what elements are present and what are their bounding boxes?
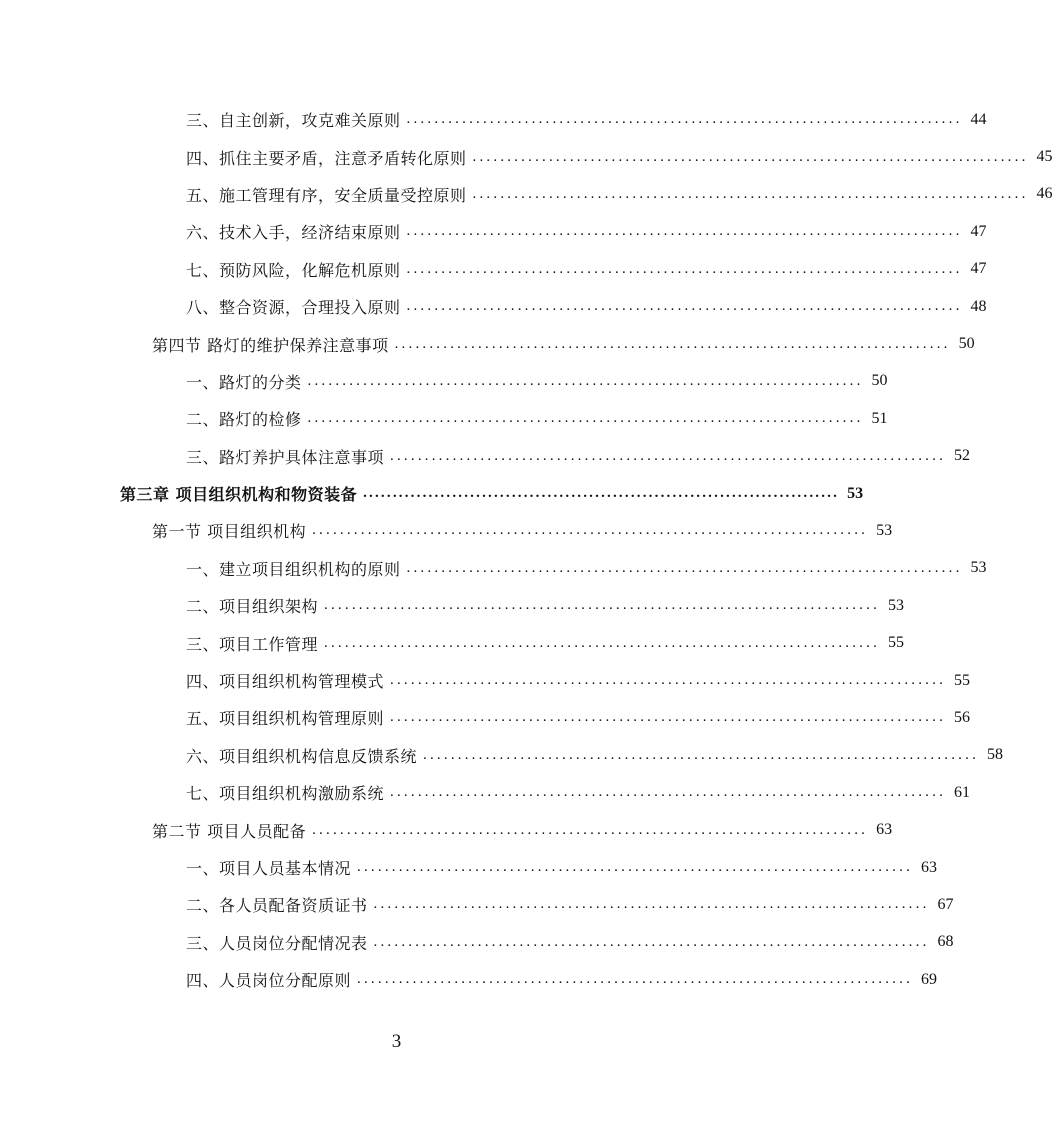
toc-entry-title: 七、预防风险，化解危机原则: [186, 260, 401, 280]
toc-entry-title: 一、建立项目组织机构的原则: [186, 559, 401, 579]
toc-dot-leader: ................................................................................: [423, 746, 980, 763]
toc-entry-title: 第四节 路灯的维护保养注意事项: [152, 335, 389, 355]
toc-entry[interactable]: [0, 363, 888, 400]
toc-entry-title: 七、项目组织机构激励系统: [186, 784, 385, 804]
page-number: 3: [391, 1031, 402, 1052]
toc-entry[interactable]: [0, 811, 893, 848]
toc-entry-title: 四、人员岗位分配原则: [186, 971, 352, 991]
toc-entry-title: 五、施工管理有序，安全质量受控原则: [186, 185, 467, 205]
toc-entry-page: 63: [876, 821, 893, 839]
toc-entry[interactable]: [0, 961, 938, 998]
toc-entry-page: 53: [876, 521, 893, 539]
toc-entry-title: 二、各人员配备资质证书: [186, 896, 368, 916]
toc-entry-page: 53: [970, 559, 987, 577]
toc-entry-page: 67: [937, 895, 954, 913]
toc-entry[interactable]: [0, 213, 987, 250]
toc-entry[interactable]: [0, 587, 905, 624]
toc-entry[interactable]: [0, 101, 987, 138]
toc-dot-leader: ................................................................................: [390, 709, 947, 726]
toc-entry-page: 50: [871, 372, 888, 390]
toc-entry[interactable]: [0, 138, 1053, 175]
toc-dot-leader: ................................................................................: [363, 485, 840, 502]
toc-entry-title: 四、抓住主要矛盾，注意矛盾转化原则: [186, 148, 467, 168]
toc-entry-page: 46: [1036, 185, 1053, 203]
toc-dot-leader: ................................................................................: [307, 410, 864, 427]
toc-dot-leader: ................................................................................: [406, 260, 963, 277]
toc-dot-leader: ................................................................................: [390, 447, 947, 464]
toc-entry-title: 三、自主创新，攻克难关原则: [186, 111, 401, 131]
toc-entry-page: 61: [954, 783, 971, 801]
toc-entry-page: 69: [921, 970, 938, 988]
toc-dot-leader: ................................................................................: [406, 111, 963, 128]
toc-dot-leader: ................................................................................: [357, 971, 914, 988]
toc-entry-page: 55: [888, 634, 905, 652]
toc-entry-page: 50: [958, 335, 975, 353]
toc-dot-leader: ................................................................................: [472, 148, 1029, 165]
toc-entry[interactable]: [0, 176, 1053, 213]
toc-entry[interactable]: [0, 737, 1004, 774]
toc-entry[interactable]: [0, 288, 987, 325]
toc-entry[interactable]: [0, 624, 905, 661]
toc-entry-title: 八、整合资源，合理投入原则: [186, 298, 401, 318]
toc-entry[interactable]: [0, 400, 888, 437]
toc-entry[interactable]: [0, 512, 893, 549]
toc-entry-title: 二、项目组织架构: [186, 597, 319, 617]
toc-dot-leader: ................................................................................: [394, 335, 951, 352]
toc-dot-leader: ................................................................................: [324, 634, 881, 651]
toc-entry-page: 52: [954, 447, 971, 465]
toc-entry[interactable]: [0, 774, 971, 811]
toc-dot-leader: ................................................................................: [373, 933, 930, 950]
toc-dot-leader: ................................................................................: [472, 185, 1029, 202]
toc-entry-title: 四、项目组织机构管理模式: [186, 672, 385, 692]
toc-entry-page: 58: [987, 746, 1004, 764]
toc-entry[interactable]: [0, 662, 971, 699]
toc-entry-title: 第一节 项目组织机构: [152, 522, 307, 542]
toc-dot-leader: ................................................................................: [406, 223, 963, 240]
toc-entry-page: 63: [921, 858, 938, 876]
toc-entry-title: 三、项目工作管理: [186, 634, 319, 654]
toc-entry-page: 45: [1036, 148, 1053, 166]
toc-entry-page: 51: [871, 409, 888, 427]
toc-entry-title: 六、技术入手，经济结束原则: [186, 223, 401, 243]
toc-entry-page: 48: [970, 297, 987, 315]
toc-dot-leader: ................................................................................: [373, 896, 930, 913]
toc-entry-page: 44: [970, 110, 987, 128]
toc-dot-leader: ................................................................................: [324, 597, 881, 614]
toc-entry-page: 53: [847, 484, 864, 502]
toc-entry-title: 三、路灯养护具体注意事项: [186, 447, 385, 467]
toc-dot-leader: ................................................................................: [406, 559, 963, 576]
toc-entry-title: 三、人员岗位分配情况表: [186, 933, 368, 953]
toc-entry-page: 55: [954, 671, 971, 689]
toc-entry-title: 五、项目组织机构管理原则: [186, 709, 385, 729]
toc-entry-title: 一、路灯的分类: [186, 372, 302, 392]
toc-dot-leader: ................................................................................: [390, 672, 947, 689]
toc-entry[interactable]: [0, 550, 987, 587]
toc-entry[interactable]: [0, 251, 987, 288]
toc-entry[interactable]: [0, 849, 938, 886]
toc-entry-title: 第二节 项目人员配备: [152, 821, 307, 841]
toc-entry-title: 六、项目组织机构信息反馈系统: [186, 746, 418, 766]
toc-entry[interactable]: [0, 924, 954, 961]
toc-entry[interactable]: [0, 438, 971, 475]
toc-entry-page: 68: [937, 933, 954, 951]
toc-entry-page: 56: [954, 708, 971, 726]
toc-dot-leader: ................................................................................: [357, 859, 914, 875]
toc-dot-leader: ................................................................................: [406, 298, 963, 315]
toc-entry[interactable]: [0, 475, 864, 512]
toc-entry[interactable]: [0, 699, 971, 736]
toc-entry-page: 47: [970, 260, 987, 278]
toc-entry-title: 第三章 项目组织机构和物资装备: [120, 485, 358, 505]
toc-dot-leader: ................................................................................: [390, 784, 947, 801]
toc-entry-title: 二、路灯的检修: [186, 410, 302, 430]
toc-dot-leader: ................................................................................: [312, 522, 869, 539]
toc-dot-leader: ................................................................................: [307, 372, 864, 389]
toc-entry[interactable]: [0, 325, 975, 362]
toc-entry-page: 47: [970, 222, 987, 240]
toc-entry-title: 一、项目人员基本情况: [186, 859, 352, 878]
table-of-contents: [0, 101, 1053, 998]
toc-dot-leader: ................................................................................: [312, 821, 869, 838]
toc-entry[interactable]: [0, 886, 954, 923]
toc-entry-page: 53: [888, 596, 905, 614]
